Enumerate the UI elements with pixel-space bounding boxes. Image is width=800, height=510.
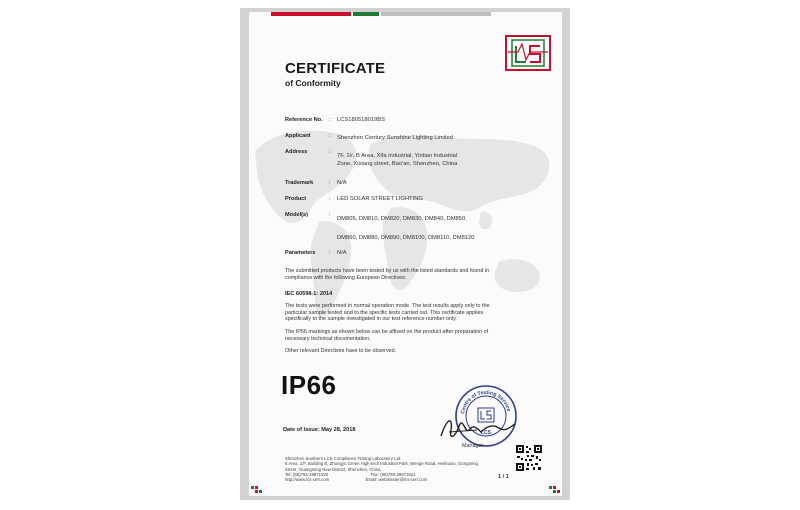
footer-address bbox=[285, 456, 507, 482]
manager-signature bbox=[437, 410, 517, 444]
seal-bottom-text: LCS bbox=[481, 430, 491, 436]
tests-line: The tests were performed in normal operation mode. The test results apply only to the bbox=[285, 303, 490, 309]
footer-fax: Fax: (86)755-29871521 bbox=[370, 471, 416, 477]
colon: : bbox=[329, 196, 331, 202]
date-of-issue: Date of Issue: May 28, 2018 bbox=[283, 427, 356, 433]
red-bar bbox=[271, 12, 351, 16]
green-bar bbox=[353, 12, 379, 16]
corner-mark bbox=[255, 486, 258, 489]
marking-line: necessary technical documentation. bbox=[285, 335, 371, 342]
reference-value: LCS180518019BS bbox=[337, 117, 386, 123]
gray-bar bbox=[381, 12, 491, 16]
corner-mark bbox=[557, 490, 560, 493]
applicant-label: Applicant bbox=[285, 133, 311, 139]
ip-rating: IP66 bbox=[281, 370, 337, 400]
product-value: LED SOLAR STREET LIGHTING bbox=[337, 196, 423, 202]
trademark-label: Trademark bbox=[285, 180, 314, 186]
footer-line: Shenzhen Southern LCS Compliance Testing Laboratory Ltd. bbox=[285, 456, 402, 461]
colon: : bbox=[329, 117, 331, 123]
certificate-subtitle: of Conformity bbox=[285, 78, 341, 88]
certificate-title: CERTIFICATE bbox=[285, 60, 386, 77]
manager-label: Manager bbox=[462, 443, 484, 449]
corner-mark bbox=[553, 486, 556, 489]
applicant-value: Shenzhen Century Sunshine Lighting Limited bbox=[337, 135, 454, 141]
parameters-label: Parameters bbox=[285, 250, 316, 256]
statement-line: The submitted products have been tested by us with the listed standards and found in bbox=[285, 268, 490, 274]
marking-line: The IP66 markings as shown below can be affixed on the product after preparation of bbox=[285, 329, 489, 335]
colon: : bbox=[329, 250, 331, 256]
colon: : bbox=[329, 149, 331, 155]
corner-mark bbox=[549, 486, 552, 489]
footer-line: Street, Guangming New District, Shenzhen, China bbox=[285, 466, 381, 472]
tests-statement bbox=[285, 303, 520, 323]
statement-line: compliance with the following European Directives: bbox=[285, 274, 407, 281]
footer-tel: Tel: (86)755-29871520 bbox=[285, 471, 329, 477]
reference-label: Reference No. bbox=[285, 117, 323, 123]
standard: IEC 60598-1: 2014 bbox=[285, 291, 333, 297]
product-label: Product bbox=[285, 196, 307, 202]
certificate-frame bbox=[240, 8, 570, 500]
colon: : bbox=[329, 212, 331, 218]
seal-arc-text: Centre of Testing Service bbox=[460, 389, 512, 415]
models-line-2: DM860, DM880, DM890, DM8100, DM8110, DM8120 bbox=[337, 235, 475, 241]
models-line-1: DM805, DM810, DM820, DM830, DM840, DM850, bbox=[337, 216, 467, 222]
corner-mark bbox=[255, 490, 258, 493]
tests-line: particular sample tested and to the specific tests carried out. This certificate applies bbox=[285, 309, 484, 316]
colon: : bbox=[329, 133, 331, 139]
footer-line: 5 Area, 1/F, Building B, Zhongyu Green High-tech Industrial Park, Wenge Road, Heshuiou, Gongming bbox=[285, 461, 478, 467]
address-line-2: Zone, Xixiang street, Bao'an, Shenzhen, China bbox=[337, 161, 458, 167]
footer-email: Email: webmaster@lcs-cert.com bbox=[365, 477, 428, 483]
parameters-value: N/A bbox=[337, 250, 347, 256]
address-label: Address bbox=[285, 149, 308, 155]
address-line-1: 7F, 1#, B Area, Xifa industrial, Yintian Industrial bbox=[337, 153, 458, 159]
qr-code bbox=[515, 444, 543, 472]
corner-mark bbox=[553, 490, 556, 493]
lcs-logo bbox=[504, 34, 552, 72]
colon: : bbox=[329, 180, 331, 186]
trademark-value: N/A bbox=[337, 180, 347, 186]
compliance-statement bbox=[285, 268, 520, 281]
other-directives: Other relevant Directives have to be observed. bbox=[285, 348, 397, 354]
corner-mark bbox=[259, 490, 262, 493]
marking-statement bbox=[285, 329, 520, 342]
models-label: Model(s) bbox=[285, 212, 308, 218]
tests-line: specifically to the sample investigated in our test reference number only. bbox=[285, 316, 457, 323]
certificate-page bbox=[249, 12, 562, 496]
page-number: 1 / 1 bbox=[498, 474, 509, 480]
footer-contact bbox=[285, 477, 507, 482]
corner-mark bbox=[251, 486, 254, 489]
footer-web: http://www.lcs-cert.com bbox=[285, 477, 330, 483]
